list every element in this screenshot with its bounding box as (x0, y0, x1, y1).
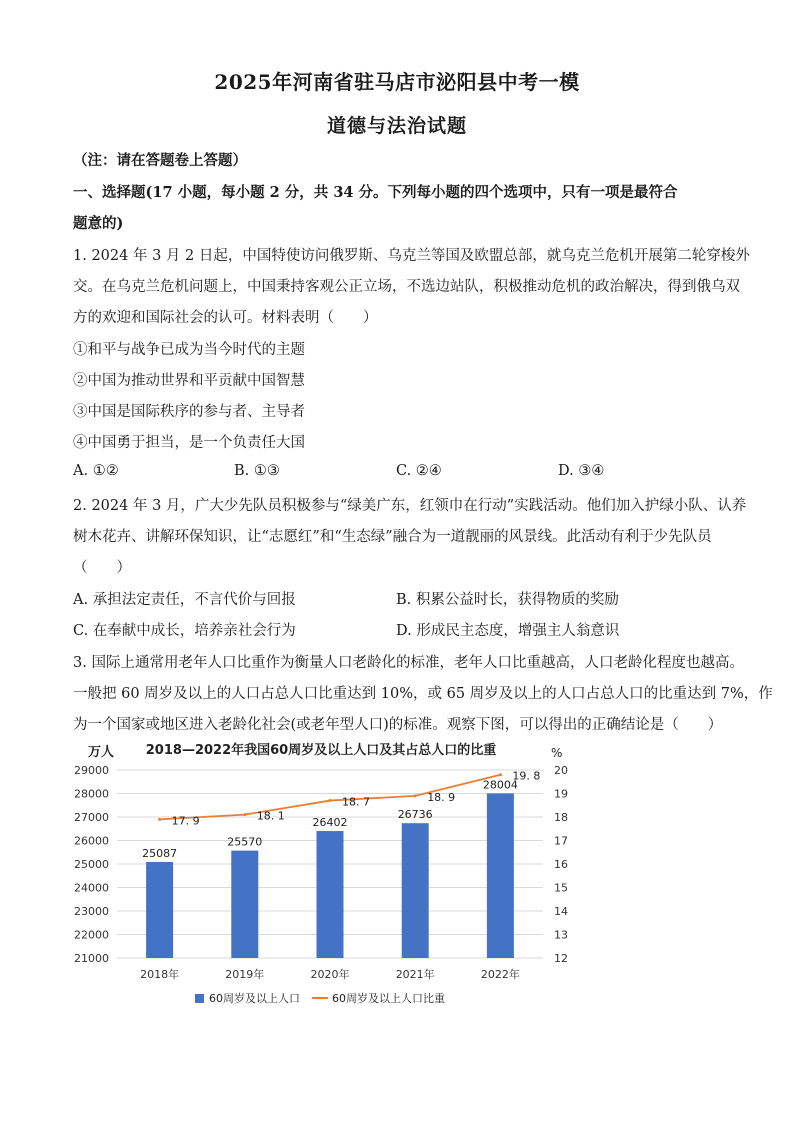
bar-population (487, 793, 514, 958)
line-point (158, 818, 161, 821)
q3-stem-line: 3. 国际上通常用老年人口比重作为衡量人口老龄化的标准，老年人口比重越高，人口老龄化程度也越高。 (73, 655, 744, 671)
left-axis-tick-label: 21000 (74, 952, 109, 965)
left-axis-tick-label: 28000 (74, 787, 109, 801)
q2-option-d[interactable]: D. 形成民主态度，增强主人翁意识 (396, 623, 620, 639)
line-point (414, 794, 417, 797)
bar-data-label: 25570 (227, 835, 263, 849)
bar-population (231, 851, 258, 958)
right-axis-tick-label: 14 (554, 905, 568, 918)
bar-population (402, 823, 429, 958)
q1-stem-line: 1. 2024 年 3 月 2 日起，中国特使访问俄罗斯、乌克兰等国及欧盟总部，就乌克兰危机开展第二轮穿梭外 (73, 248, 750, 264)
right-axis-tick-label: 16 (554, 858, 568, 871)
line-point (329, 799, 332, 802)
right-axis-tick-label: 18 (554, 811, 568, 824)
q3-stem-line: 一般把 60 周岁及以上的人口占总人口比重达到 10%，或 65 周岁及以上的人口占总人口的比重达到 7%，作 (73, 686, 773, 702)
right-axis-tick-label: 17 (554, 834, 568, 848)
q1-statement: ②中国为推动世界和平贡献中国智慧 (73, 373, 305, 389)
legend-label-line: 60周岁及以上人口比重 (332, 992, 445, 1005)
right-axis-unit: % (551, 746, 563, 760)
section-heading: 一、选择题(17 小题，每小题 2 分，共 34 分。下列每小题的四个选项中，只有一项是最符合 (73, 184, 678, 201)
bar-data-label: 25087 (142, 846, 178, 860)
x-axis-tick-label: 2018年 (140, 968, 180, 981)
left-axis-unit: 万人 (88, 745, 115, 760)
legend-label-bar: 60周岁及以上人口 (209, 992, 300, 1005)
line-data-label: 19. 8 (512, 769, 541, 783)
bar-population (317, 831, 344, 958)
x-axis-tick-label: 2020年 (310, 968, 350, 981)
q2-stem-line: （ ） (73, 560, 131, 576)
q2-option-b[interactable]: B. 积累公益时长，获得物质的奖励 (396, 592, 619, 608)
left-axis-tick-label: 29000 (74, 764, 109, 777)
line-data-label: 18. 9 (427, 790, 456, 804)
x-axis-tick-label: 2022年 (480, 968, 520, 981)
left-axis-tick-label: 22000 (74, 928, 109, 942)
left-axis-tick-label: 27000 (74, 811, 109, 824)
q1-option-b[interactable]: B. ①③ (234, 463, 280, 479)
q1-statement: ③中国是国际秩序的参与者、主导者 (73, 404, 305, 420)
line-point (499, 773, 502, 776)
line-data-label: 18. 7 (342, 795, 370, 809)
right-axis-tick-label: 12 (554, 952, 568, 965)
line-data-label: 18. 1 (256, 809, 285, 823)
right-axis-tick-label: 19 (554, 787, 568, 801)
q1-stem-line: 方的欢迎和国际社会的认可。材料表明（ ） (73, 310, 378, 326)
right-axis-tick-label: 13 (554, 928, 568, 942)
exam-title: 2025年河南省驻马店市泌阳县中考一模 (214, 70, 580, 94)
line-data-label: 17. 9 (171, 814, 200, 828)
left-axis-tick-label: 25000 (74, 858, 109, 871)
bar-data-label: 26736 (397, 808, 433, 822)
left-axis-tick-label: 23000 (74, 905, 109, 918)
q2-stem-line: 树木花卉、讲解环保知识，让“志愿红”和“生态绿”融合为一道靓丽的风景线。此活动有利于少先队员 (73, 529, 712, 545)
left-axis-tick-label: 26000 (74, 834, 109, 848)
q2-stem-line: 2. 2024 年 3 月，广大少先队员积极参与“绿美广东，红领巾在行动”实践活动。他们加入护绿小队、认养 (73, 498, 747, 514)
q1-statement: ④中国勇于担当，是一个负责任大国 (73, 435, 305, 451)
legend-swatch-bar (195, 994, 204, 1003)
bar-population (146, 862, 173, 958)
right-axis-tick-label: 20 (554, 764, 568, 777)
x-axis-tick-label: 2019年 (225, 968, 265, 981)
chart-title: 2018—2022年我国60周岁及以上人口及其占总人口的比重 (145, 743, 497, 758)
x-axis-tick-label: 2021年 (395, 968, 435, 981)
bar-data-label: 26402 (312, 816, 348, 830)
answer-note: （注：请在答题卷上答题） (73, 152, 247, 169)
q3-stem-line: 为一个国家或地区进入老龄化社会(或老年型人口)的标准。观察下图，可以得出的正确结论是（ ） (73, 717, 723, 733)
left-axis-tick-label: 24000 (74, 881, 109, 895)
bar-data-label: 28004 (482, 778, 518, 792)
q1-stem-line: 交。在乌克兰危机问题上，中国秉持客观公正立场，不选边站队，积极推动危机的政治解决，得到俄乌双 (73, 279, 740, 295)
section-heading-cont: 题意的) (73, 215, 124, 232)
q1-option-a[interactable]: A. ①② (73, 463, 119, 479)
q1-option-d[interactable]: D. ③④ (558, 463, 605, 479)
q1-statement: ①和平与战争已成为当今时代的主题 (73, 342, 305, 358)
q2-option-c[interactable]: C. 在奉献中成长，培养亲社会行为 (73, 623, 296, 639)
q1-option-c[interactable]: C. ②④ (396, 463, 442, 479)
q2-option-a[interactable]: A. 承担法定责任，不言代价与回报 (73, 592, 296, 608)
line-point (243, 813, 246, 816)
exam-subtitle: 道德与法治试题 (326, 115, 467, 137)
right-axis-tick-label: 15 (554, 881, 568, 895)
